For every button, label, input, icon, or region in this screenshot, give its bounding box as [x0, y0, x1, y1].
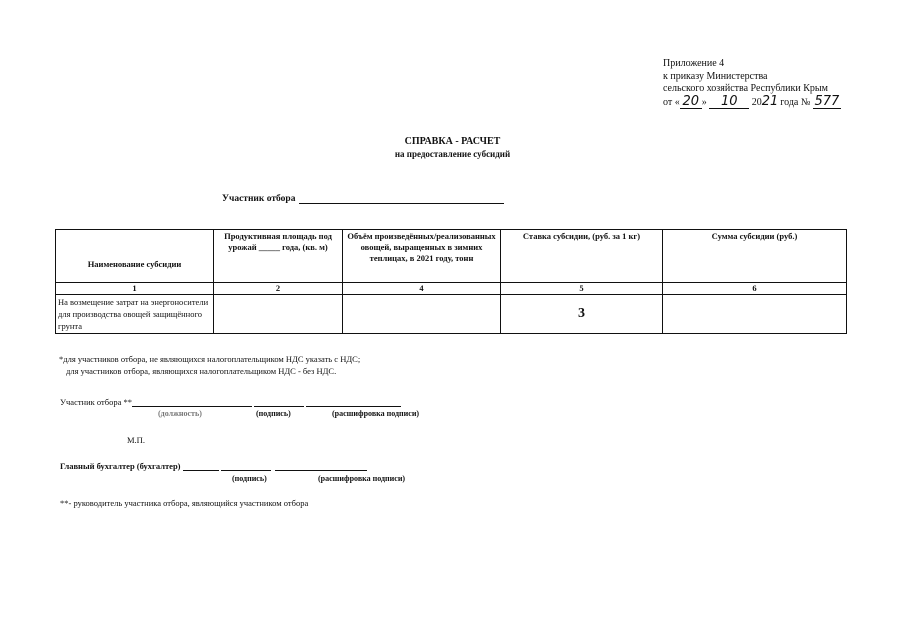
appendix-line-1: Приложение 4 — [663, 58, 725, 69]
col-number: 2 — [214, 283, 343, 295]
signature-line-sign — [254, 397, 304, 407]
document-subtitle: на предоставление субсидий — [394, 149, 511, 159]
signature-line-position — [132, 397, 252, 407]
participant-label: Участник отбора — [222, 194, 296, 204]
table-number-row — [56, 283, 847, 295]
header-volume: Объём произведённых/реализованных овощей, выращенных в зимних теплицах, в 2021 году, тонн — [343, 230, 501, 283]
signature-line-a — [183, 461, 219, 471]
header-subsidy-name: Наименование субсидии — [56, 230, 214, 283]
signature-accountant — [60, 461, 367, 471]
col-number: 1 — [56, 283, 214, 295]
footnote-head: **- руководитель участника отбора, являющийся участником отбора — [60, 498, 309, 508]
stamp-placeholder: М.П. — [127, 435, 145, 445]
row-sum — [663, 295, 847, 334]
signature-line-b — [221, 461, 271, 471]
appendix-block — [663, 58, 841, 109]
col-number: 5 — [501, 283, 663, 295]
header-rate: Ставка субсидии, (руб. за 1 кг) — [501, 230, 663, 283]
table-header-row — [56, 230, 847, 283]
signature-line-name — [306, 397, 401, 407]
header-area: Продуктивная площадь под урожай _____ года, (кв. м) — [214, 230, 343, 283]
footnote-vat-2: для участников отбора, являющихся налогоплательщиком НДС - без НДС. — [66, 366, 337, 376]
year-prefix: 20 — [751, 96, 762, 108]
caption-sign: (подпись) — [256, 409, 291, 418]
year-suffix: 21 — [761, 93, 779, 109]
footnote-vat-1: *для участников отбора, не являющихся налогоплательщиком НДС указать с НДС; — [59, 354, 361, 364]
row-subsidy-name: На возмещение затрат на энергоносители для производства овощей защищённого грунта — [56, 295, 214, 334]
date-month: 10 — [709, 96, 749, 110]
caption-accountant-name: (расшифровка подписи) — [318, 474, 406, 483]
row-area — [214, 295, 343, 334]
appendix-date-line: от « 20 » 10 2021 года № 577 — [663, 93, 840, 109]
document-title: СПРАВКА - РАСЧЕТ — [404, 136, 501, 147]
date-prefix: от — [663, 96, 673, 108]
table-row — [56, 295, 847, 334]
appendix-line-3: сельского хозяйства Республики Крым — [663, 83, 828, 94]
row-rate: 3 — [501, 295, 663, 334]
row-volume — [343, 295, 501, 334]
col-number: 6 — [663, 283, 847, 295]
participant-blank — [299, 194, 504, 204]
header-sum: Сумма субсидии (руб.) — [663, 230, 847, 283]
participant-line — [222, 194, 504, 204]
appendix-line-2: к приказу Министерства — [663, 70, 768, 82]
caption-position: (должность) — [158, 409, 202, 418]
col-number: 4 — [343, 283, 501, 295]
caption-name: (расшифровка подписи) — [332, 409, 420, 418]
subsidy-table — [55, 229, 847, 334]
date-day: 20 — [680, 96, 702, 110]
signature-participant-label: Участник отбора ** — [60, 397, 132, 407]
signature-line-c — [275, 461, 367, 471]
signature-participant — [60, 397, 401, 407]
signature-accountant-label: Главный бухгалтер (бухгалтер) — [60, 461, 181, 471]
caption-accountant-sign: (подпись) — [232, 474, 267, 483]
order-number: 577 — [814, 93, 840, 109]
year-word: года № — [780, 96, 811, 108]
